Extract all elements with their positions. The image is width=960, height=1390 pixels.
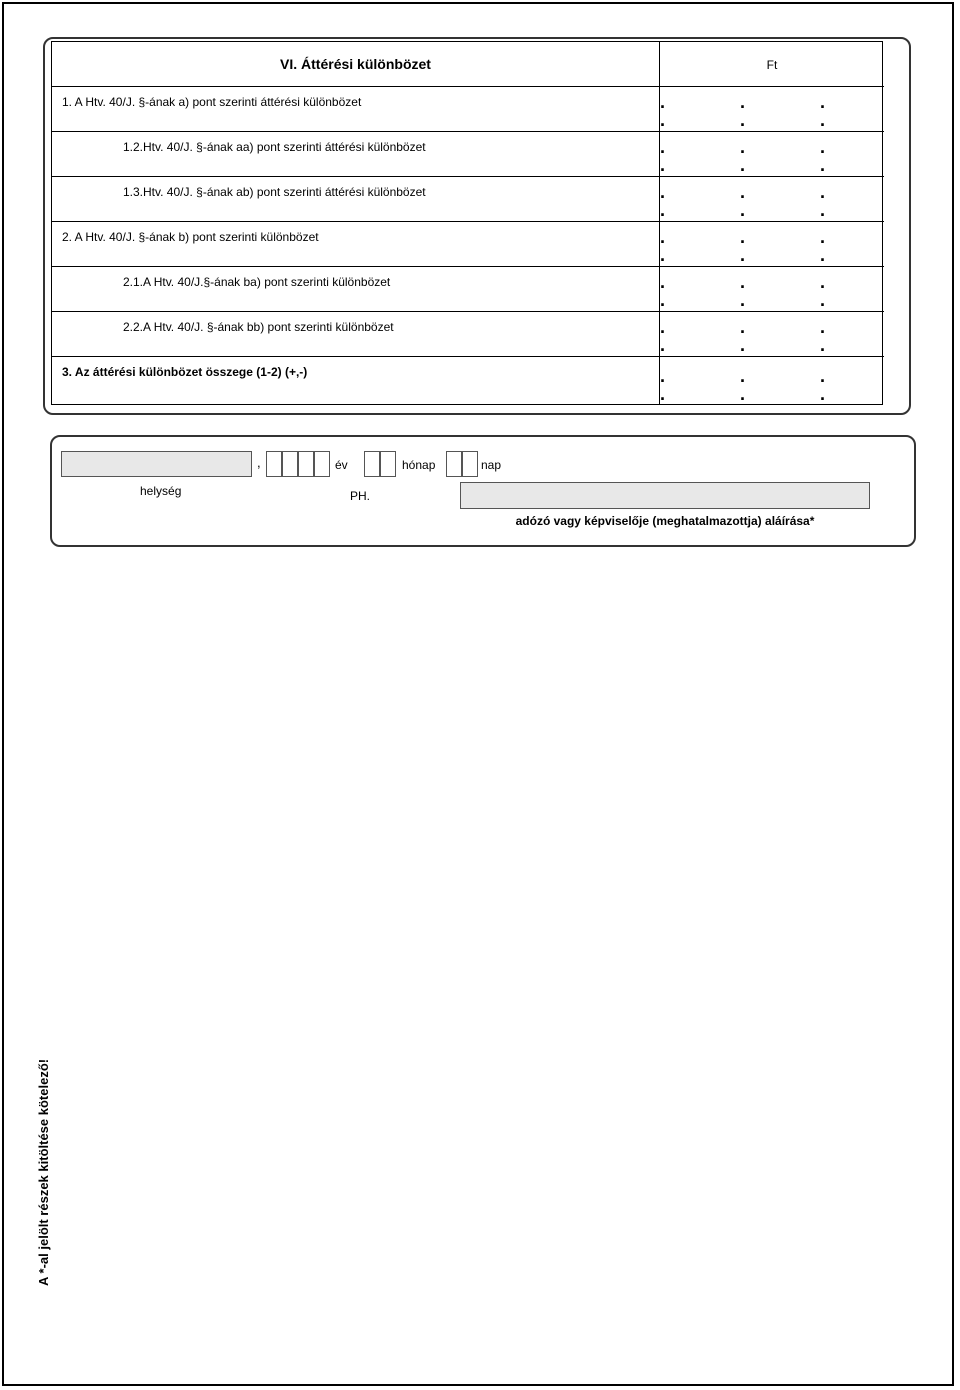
section-title: VI. Áttérési különbözet — [280, 56, 431, 72]
currency-header: Ft — [659, 42, 884, 86]
amount-placeholder: . . . . . . — [660, 227, 861, 265]
year-digit-box[interactable] — [298, 451, 314, 477]
row-label: 1. A Htv. 40/J. §-ának a) pont szerinti áttérési különbözet — [62, 95, 362, 109]
place-input[interactable] — [61, 451, 252, 477]
month-digit-box[interactable] — [364, 451, 380, 477]
place-label: helység — [140, 484, 182, 498]
amount-field[interactable] — [659, 87, 883, 131]
stamp-label: PH. — [350, 489, 371, 503]
amount-placeholder: . . . . . . — [660, 272, 861, 310]
table-row — [52, 131, 884, 176]
amount-field[interactable] — [659, 222, 883, 266]
row-label: 1.3.Htv. 40/J. §-ának ab) pont szerinti áttérési különbözet — [123, 185, 426, 199]
amount-field[interactable] — [659, 177, 883, 221]
table-row — [52, 86, 884, 131]
table-row-total — [52, 356, 884, 404]
section-vi-table — [51, 41, 883, 405]
month-digit-box[interactable] — [380, 451, 396, 477]
table-row — [52, 266, 884, 311]
amount-field[interactable] — [659, 267, 883, 311]
year-digit-box[interactable] — [282, 451, 298, 477]
row-label: 2.2.A Htv. 40/J. §-ának bb) pont szerinti különbözet — [123, 320, 394, 334]
row-label: 2.1.A Htv. 40/J.§-ának ba) pont szerinti különbözet — [123, 275, 391, 289]
amount-placeholder: . . . . . . — [660, 366, 861, 404]
table-row — [52, 221, 884, 266]
day-digit-box[interactable] — [446, 451, 462, 477]
amount-field[interactable] — [659, 357, 883, 405]
table-row — [52, 176, 884, 221]
amount-placeholder: . . . . . . — [660, 182, 861, 220]
amount-placeholder: . . . . . . — [660, 92, 861, 130]
day-digit-box[interactable] — [462, 451, 478, 477]
row-label: 2. A Htv. 40/J. §-ának b) pont szerinti különbözet — [62, 230, 319, 244]
amount-field[interactable] — [659, 312, 883, 356]
signature-caption: adózó vagy képviselője (meghatalmazottja) aláírása* — [515, 514, 815, 528]
amount-placeholder: . . . . . . — [660, 137, 861, 175]
year-digit-box[interactable] — [314, 451, 330, 477]
row-label: 1.2.Htv. 40/J. §-ának aa) pont szerinti áttérési különbözet — [123, 140, 426, 154]
signature-field[interactable] — [460, 482, 870, 509]
year-digit-box[interactable] — [266, 451, 282, 477]
month-label: hónap — [402, 458, 436, 472]
mandatory-fields-note: A *-al jelölt részek kitöltése kötelező! — [36, 1058, 51, 1286]
table-row — [52, 311, 884, 356]
amount-field[interactable] — [659, 132, 883, 176]
row-label: 3. Az áttérési különbözet összege (1-2) (+,-) — [62, 365, 308, 379]
comma-separator: , — [257, 455, 261, 470]
day-label: nap — [481, 458, 502, 472]
year-label: év — [335, 458, 348, 472]
amount-placeholder: . . . . . . — [660, 317, 861, 355]
